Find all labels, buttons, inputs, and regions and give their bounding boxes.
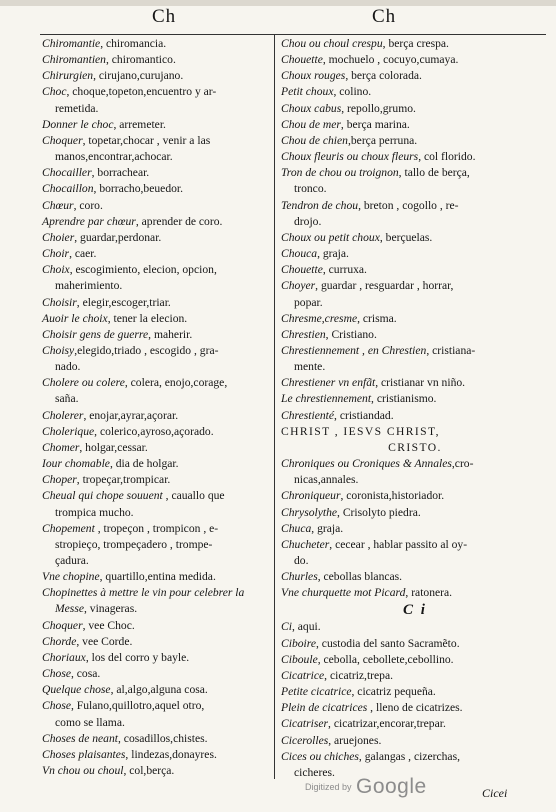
translation: , curruxa. bbox=[322, 263, 367, 277]
headword: Tron de chou ou troignon bbox=[281, 166, 399, 180]
headword: Choriaux bbox=[42, 650, 86, 664]
translation: , berça crespa. bbox=[382, 37, 449, 50]
translation: , ratonera. bbox=[405, 586, 453, 600]
dictionary-entry bbox=[281, 684, 549, 700]
translation: , topetar,chocar , venir a las bbox=[82, 133, 211, 147]
headword: Vne churquette mot Picard bbox=[281, 586, 406, 600]
dictionary-entry bbox=[281, 101, 549, 117]
headword: Chrestiener vn enfãt bbox=[281, 376, 376, 390]
translation: , colino. bbox=[333, 85, 372, 99]
headword: Chouca bbox=[281, 247, 318, 261]
dictionary-entry bbox=[281, 84, 549, 100]
headword: Chucheter bbox=[281, 537, 330, 551]
dictionary-entry bbox=[281, 278, 549, 294]
dictionary-entry bbox=[42, 52, 270, 68]
digitized-by-footer bbox=[305, 775, 427, 799]
translation: manos,encontrar,achocar. bbox=[55, 150, 173, 164]
translation: , lindezas,donayres. bbox=[125, 747, 217, 761]
dictionary-entry bbox=[281, 133, 549, 149]
dictionary-entry bbox=[281, 472, 549, 488]
translation: , lleno de cicatrizes. bbox=[367, 701, 463, 715]
translation: CHRIST , IESVS CHRIST, bbox=[281, 424, 440, 438]
headword: Chouette bbox=[281, 53, 323, 67]
headword: Choisir bbox=[42, 295, 77, 309]
translation: , crisma. bbox=[357, 311, 397, 325]
dictionary-entry bbox=[281, 505, 549, 521]
translation: , holgar,cessar. bbox=[79, 440, 148, 454]
dictionary-entry bbox=[281, 343, 549, 359]
headword: Chou ou choul crespu bbox=[281, 37, 383, 50]
translation: do. bbox=[294, 554, 309, 567]
translation: , berça colorada. bbox=[345, 69, 422, 83]
headword: Chopinettes à mettre le vin pour celebrer la bbox=[42, 586, 245, 600]
translation: ,elegido,triado , escogido , gra- bbox=[74, 343, 219, 357]
translation: , elegir,escoger,triar. bbox=[76, 295, 171, 309]
dictionary-entry bbox=[42, 101, 270, 117]
dictionary-entry bbox=[281, 36, 549, 52]
dictionary-entry bbox=[42, 666, 270, 682]
translation: , Cristiano. bbox=[325, 327, 377, 341]
translation: , caer. bbox=[69, 247, 97, 261]
dictionary-entry bbox=[281, 749, 549, 765]
translation: , borracho,beuedor. bbox=[93, 182, 184, 196]
headword: Choses de neant bbox=[42, 731, 118, 745]
translation: , graja. bbox=[317, 247, 349, 261]
dictionary-entry bbox=[42, 181, 270, 197]
translation: , chiromancia. bbox=[100, 37, 167, 50]
dictionary-entry bbox=[281, 117, 549, 133]
translation: , cristiandad. bbox=[334, 408, 394, 422]
dictionary-entry bbox=[42, 424, 270, 440]
headword: Choix bbox=[42, 263, 70, 277]
translation: , cicatriz,trepa. bbox=[324, 668, 394, 682]
headword: Chiromantien bbox=[42, 53, 106, 67]
dictionary-entry bbox=[42, 375, 270, 391]
dictionary-entry bbox=[281, 700, 549, 716]
translation: , colerico,ayroso,açorado. bbox=[94, 424, 214, 438]
dictionary-entry bbox=[42, 569, 270, 585]
headword: Cheual qui chope souuent bbox=[42, 489, 163, 503]
headword: Ciboire bbox=[281, 636, 316, 650]
translation: , cauallo que bbox=[162, 489, 225, 503]
headword: Ci bbox=[281, 620, 292, 634]
headword: Chroniqueur bbox=[281, 489, 341, 503]
dictionary-entry bbox=[281, 521, 549, 537]
translation: , cicatrizar,encorar,trepar. bbox=[328, 717, 446, 731]
headword: Churles bbox=[281, 570, 318, 584]
headword: Chorde bbox=[42, 634, 77, 648]
dictionary-entry bbox=[281, 311, 549, 327]
headword: Choisy bbox=[42, 343, 75, 357]
dictionary-entry bbox=[42, 537, 270, 553]
headword: Chroniques ou Croniques & Annales bbox=[281, 457, 452, 471]
dictionary-entry bbox=[42, 682, 270, 698]
translation: , vee Choc. bbox=[82, 618, 135, 632]
right-column bbox=[281, 36, 549, 781]
translation: , aprender de coro. bbox=[135, 214, 223, 228]
dictionary-entry bbox=[281, 327, 549, 343]
digitized-by-text: Digitized by bbox=[305, 782, 352, 792]
headword: Chose bbox=[42, 699, 71, 713]
translation: como se llama. bbox=[55, 715, 125, 729]
translation: , Crisolyto piedra. bbox=[337, 505, 421, 519]
scan-edge bbox=[0, 0, 556, 6]
translation: maherimiento. bbox=[55, 279, 123, 293]
dictionary-entry bbox=[281, 569, 549, 585]
dictionary-entry bbox=[42, 698, 270, 714]
dictionary-entry bbox=[281, 456, 549, 472]
translation: , graja. bbox=[311, 521, 344, 535]
dictionary-entry bbox=[281, 198, 549, 214]
dictionary-entry bbox=[281, 246, 549, 262]
dictionary-entry bbox=[281, 359, 549, 375]
headword: Chomer bbox=[42, 440, 80, 454]
translation: , cecear , hablar passito al oy- bbox=[329, 537, 468, 551]
dictionary-entry bbox=[281, 636, 549, 652]
dictionary-entry bbox=[281, 652, 549, 668]
headword: Chresme,cresme bbox=[281, 311, 358, 325]
dictionary-entry bbox=[281, 181, 549, 197]
dictionary-entry bbox=[42, 117, 270, 133]
dictionary-entry bbox=[42, 634, 270, 650]
dictionary-entry bbox=[281, 488, 549, 504]
left-column bbox=[42, 36, 270, 779]
translation: , maherir. bbox=[148, 327, 193, 341]
translation: , cebollas blancas. bbox=[317, 570, 403, 584]
headword: Choper bbox=[42, 473, 77, 487]
headword: Choux rouges bbox=[281, 69, 346, 83]
dictionary-entry bbox=[42, 327, 270, 343]
translation: , enojar,ayrar,açorar. bbox=[83, 408, 179, 422]
dictionary-entry bbox=[281, 230, 549, 246]
dictionary-entry bbox=[281, 585, 549, 601]
headword: Chrestien bbox=[281, 327, 326, 341]
headword: Chose bbox=[42, 667, 71, 681]
headword: Choisir gens de guerre bbox=[42, 327, 149, 341]
headword: Choquer bbox=[42, 133, 83, 147]
headword: Choquer bbox=[42, 618, 83, 632]
dictionary-entry bbox=[42, 198, 270, 214]
headword: Chocaillon bbox=[42, 182, 94, 196]
headword: Chopement bbox=[42, 521, 95, 535]
headword: Chœur bbox=[42, 198, 74, 212]
translation: , mochuelo , cocuyo,cumaya. bbox=[322, 53, 459, 67]
dictionary-entry bbox=[42, 68, 270, 84]
translation: mente. bbox=[294, 360, 326, 374]
running-head-right: Ch bbox=[372, 6, 397, 27]
headword: Chou de mer bbox=[281, 117, 341, 131]
translation: CRISTO. bbox=[388, 440, 442, 454]
translation: , tallo de berça, bbox=[398, 166, 470, 180]
dictionary-entry bbox=[42, 295, 270, 311]
headword: Vn chou ou choul bbox=[42, 764, 124, 778]
translation: C i bbox=[403, 602, 427, 619]
headword: Le chrestiennement bbox=[281, 392, 372, 406]
catchword: Cicei bbox=[482, 786, 508, 800]
headword: Cholerique bbox=[42, 424, 95, 438]
headword: Choux ou petit choux bbox=[281, 230, 380, 244]
dictionary-entry bbox=[42, 650, 270, 666]
translation: , colera, enojo,corage, bbox=[124, 376, 228, 390]
translation: , coro. bbox=[73, 198, 103, 212]
dictionary-entry bbox=[42, 262, 270, 278]
translation: , tropeçon , trompicon , e- bbox=[94, 521, 219, 535]
headword: Cices ou chiches bbox=[281, 749, 359, 763]
headword: Choses plaisantes bbox=[42, 747, 126, 761]
headword: Chou de chien bbox=[281, 133, 348, 147]
section-heading bbox=[281, 601, 549, 619]
headword: Choier bbox=[42, 230, 75, 244]
headword: Choux cabus bbox=[281, 101, 342, 115]
dictionary-entry bbox=[281, 295, 549, 311]
dictionary-entry bbox=[42, 601, 270, 617]
running-head-left: Ch bbox=[152, 6, 177, 27]
headword: Choc bbox=[42, 85, 67, 99]
translation: , borrachear. bbox=[91, 166, 150, 180]
dictionary-entry bbox=[42, 36, 270, 52]
headword: Chouette bbox=[281, 263, 323, 277]
translation: , choque,topeton,encuentro y ar- bbox=[66, 85, 217, 99]
dictionary-entry bbox=[42, 715, 270, 731]
headword: Cicatrice bbox=[281, 668, 325, 682]
dictionary-entry bbox=[42, 472, 270, 488]
dictionary-entry bbox=[42, 505, 270, 521]
dictionary-entry bbox=[42, 391, 270, 407]
dictionary-entry bbox=[281, 619, 549, 635]
translation: , tener la elecion. bbox=[107, 311, 188, 325]
translation: , arremeter. bbox=[113, 117, 166, 131]
dictionary-entry bbox=[42, 521, 270, 537]
headword: Chrestiennement , en Chrestien bbox=[281, 343, 427, 357]
dictionary-entry bbox=[42, 585, 270, 601]
headword: Choux fleuris ou choux fleurs bbox=[281, 150, 419, 164]
dictionary-entry bbox=[281, 52, 549, 68]
headword: Messe bbox=[55, 602, 84, 616]
translation: saña. bbox=[55, 392, 79, 406]
translation: , breton , cogollo , re- bbox=[358, 198, 459, 212]
dictionary-entry bbox=[42, 84, 270, 100]
dictionary-entry bbox=[281, 68, 549, 84]
dictionary-entry bbox=[281, 149, 549, 165]
translation: , col florido. bbox=[418, 150, 476, 164]
headword: Chocailler bbox=[42, 166, 92, 180]
headword: Auoir le choix bbox=[42, 311, 108, 325]
dictionary-entry bbox=[42, 440, 270, 456]
translation: , quartillo,entina medida. bbox=[99, 570, 216, 584]
translation: çadura. bbox=[55, 554, 89, 567]
translation: , repollo,grumo. bbox=[341, 101, 416, 115]
translation: , guardar,perdonar. bbox=[74, 230, 162, 244]
dictionary-entry bbox=[42, 488, 270, 504]
translation: , cristianar vn niño. bbox=[375, 376, 466, 390]
headword: Petite cicatrice bbox=[281, 685, 352, 699]
translation: , tropeçar,trompicar. bbox=[76, 473, 171, 487]
translation: , Fulano,quillotro,aquel otro, bbox=[70, 699, 205, 713]
translation: , cristiana- bbox=[426, 343, 476, 357]
dictionary-entry bbox=[42, 456, 270, 472]
translation: , galangas , cizerchas, bbox=[358, 749, 460, 763]
caps-entry bbox=[281, 424, 549, 440]
dictionary-entry bbox=[281, 391, 549, 407]
headword: Ciboule bbox=[281, 652, 318, 666]
dictionary-entry bbox=[42, 763, 270, 779]
dictionary-entry bbox=[42, 343, 270, 359]
dictionary-entry bbox=[42, 149, 270, 165]
dictionary-entry bbox=[281, 408, 549, 424]
translation: , cristianismo. bbox=[371, 392, 437, 406]
headword: Chiromantie bbox=[42, 37, 101, 50]
headword: Cicatriser bbox=[281, 717, 329, 731]
translation: , aqui. bbox=[291, 620, 321, 634]
dictionary-entry bbox=[42, 408, 270, 424]
translation: ,cro- bbox=[451, 457, 474, 471]
translation: , escogimiento, elecion, opcion, bbox=[69, 263, 217, 277]
translation: , col,berça. bbox=[123, 764, 175, 778]
caps-entry bbox=[281, 440, 549, 456]
translation: stropieço, trompeçadero , trompe- bbox=[55, 537, 213, 551]
translation: , custodia del santo Sacramẽto. bbox=[316, 636, 460, 650]
translation: tronco. bbox=[294, 182, 327, 196]
translation: , aruejones. bbox=[328, 733, 382, 747]
headword: Chirurgien bbox=[42, 69, 94, 83]
translation: , al,algo,alguna cosa. bbox=[110, 683, 208, 697]
headword: Vne chopine bbox=[42, 570, 100, 584]
headword: Choyer bbox=[281, 279, 316, 293]
translation: trompica mucho. bbox=[55, 505, 134, 519]
translation: remetida. bbox=[55, 101, 99, 115]
translation: , berça marina. bbox=[340, 117, 410, 131]
translation: , cirujano,curujano. bbox=[93, 69, 184, 83]
headword: Cicerolles bbox=[281, 733, 329, 747]
translation: , guardar , resguardar , horrar, bbox=[315, 279, 454, 293]
translation: , cosadillos,chistes. bbox=[118, 731, 208, 745]
headword: Quelque chose bbox=[42, 683, 111, 697]
translation: nado. bbox=[55, 360, 81, 374]
translation: ,berça perruna. bbox=[347, 133, 418, 147]
headword: Choir bbox=[42, 247, 70, 261]
dictionary-entry bbox=[281, 553, 549, 569]
dictionary-entry bbox=[281, 214, 549, 230]
translation: , coronista,historiador. bbox=[340, 489, 445, 503]
headword: Chuca bbox=[281, 521, 312, 535]
headword: Chrysolythe bbox=[281, 505, 338, 519]
dictionary-entry bbox=[281, 165, 549, 181]
dictionary-entry bbox=[42, 278, 270, 294]
header-rule bbox=[40, 34, 546, 35]
headword: Donner le choc bbox=[42, 117, 114, 131]
translation: , chiromantico. bbox=[105, 53, 176, 67]
translation: nicas,annales. bbox=[294, 473, 359, 487]
translation: popar. bbox=[294, 295, 323, 309]
dictionary-entry bbox=[42, 618, 270, 634]
headword: Chrestienté bbox=[281, 408, 335, 422]
headword: Aprendre par chœur bbox=[42, 214, 136, 228]
headword: Petit choux bbox=[281, 85, 334, 99]
translation: , cebolla, cebollete,cebollino. bbox=[317, 652, 454, 666]
dictionary-entry bbox=[42, 246, 270, 262]
dictionary-entry bbox=[42, 133, 270, 149]
dictionary-entry bbox=[42, 731, 270, 747]
headword: Cholere ou colere bbox=[42, 376, 125, 390]
translation: , los del corro y bayle. bbox=[85, 650, 190, 664]
dictionary-entry bbox=[42, 230, 270, 246]
translation: , cicatriz pequeña. bbox=[351, 685, 436, 699]
dictionary-entry bbox=[42, 311, 270, 327]
translation: , vee Corde. bbox=[76, 634, 133, 648]
translation: , cosa. bbox=[70, 667, 101, 681]
translation: , berçuelas. bbox=[379, 230, 433, 244]
dictionary-entry bbox=[281, 668, 549, 684]
dictionary-entry bbox=[281, 716, 549, 732]
headword: Plein de cicatrices bbox=[281, 701, 368, 715]
dictionary-entry bbox=[42, 359, 270, 375]
translation: , vinageras. bbox=[83, 602, 138, 616]
translation: drojo. bbox=[294, 214, 322, 228]
dictionary-entry bbox=[281, 375, 549, 391]
dictionary-entry bbox=[42, 214, 270, 230]
dictionary-entry bbox=[42, 553, 270, 569]
translation: , dia de holgar. bbox=[109, 457, 179, 471]
dictionary-entry bbox=[42, 747, 270, 763]
headword: Iour chomable bbox=[42, 457, 110, 471]
dictionary-entry bbox=[281, 262, 549, 278]
dictionary-entry bbox=[281, 537, 549, 553]
dictionary-entry bbox=[42, 165, 270, 181]
dictionary-entry bbox=[281, 733, 549, 749]
headword: Tendron de chou bbox=[281, 198, 359, 212]
google-logo: Google bbox=[355, 775, 427, 798]
column-divider bbox=[274, 34, 275, 779]
translation: cicheres. bbox=[294, 765, 335, 779]
headword: Cholerer bbox=[42, 408, 84, 422]
